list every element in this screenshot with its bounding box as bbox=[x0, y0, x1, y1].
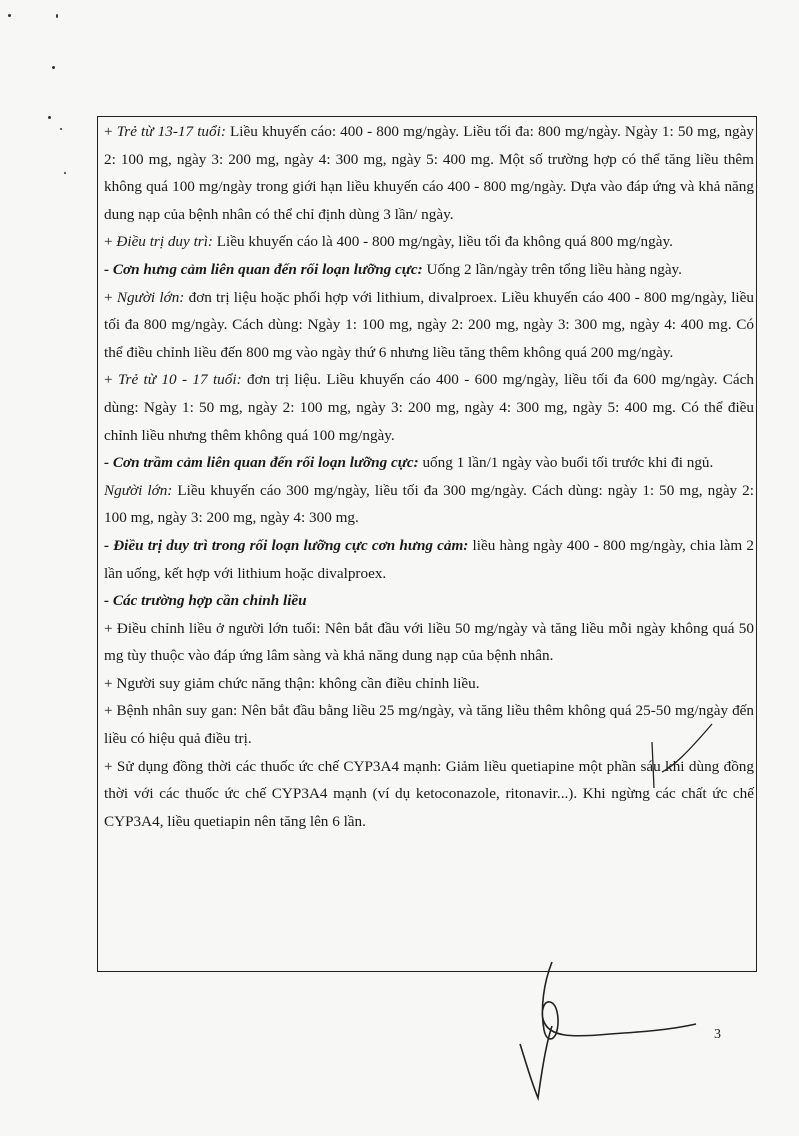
paragraph-cyp3a4: + Sử dụng đồng thời các thuốc ức chế CYP3A4 mạnh: Giảm liều quetiapine một phần sáu khi dùng đồng thời với các thuốc ức chế CYP3A4 mạnh (ví dụ ketoconazole, ritonavir...). Khi ngừng các chất ức chế CYP3A4, liều quetiapin nên tăng lên 6 lần. bbox=[104, 757, 754, 830]
paragraph-maintenance: + Điều trị duy trì: Liều khuyến cáo là 400 - 800 mg/ngày, liều tối đa không quá 800 mg/ngày. bbox=[104, 233, 673, 251]
paragraph-mania-heading: - Cơn hưng cảm liên quan đến rối loạn lưỡng cực: Uống 2 lần/ngày trên tổng liều hàng ngày. bbox=[104, 260, 682, 278]
paragraph-dose-adjustment-heading: - Các trường hợp cần chỉnh liều bbox=[104, 592, 307, 610]
paragraph-elderly: + Điều chỉnh liều ở người lớn tuổi: Nên bắt đầu với liều 50 mg/ngày và tăng liều mỗi ngày không quá 50 mg tùy thuộc vào đáp ứng lâm sàng và khả năng dung nạp của bệnh nhân. bbox=[104, 619, 754, 665]
paragraph-hepatic: + Bệnh nhân suy gan: Nên bắt đầu bằng liều 25 mg/ngày, và tăng liều thêm không quá 25-50 mg/ngày đến liều có hiệu quả điều trị. bbox=[104, 702, 754, 748]
scan-speck bbox=[48, 116, 51, 119]
paragraph-renal: + Người suy giảm chức năng thận: không cần điều chỉnh liều. bbox=[104, 674, 480, 692]
scan-speck bbox=[8, 14, 11, 17]
scan-speck bbox=[64, 172, 66, 174]
page-number: 3 bbox=[714, 1027, 721, 1042]
paragraph-mania-adults: + Người lớn: đơn trị liệu hoặc phối hợp với lithium, divalproex. Liều khuyến cáo 400 - 800 mg/ngày, liều tối đa 800 mg/ngày. Cách dùng: Ngày 1: 100 mg, ngày 2: 200 mg, ngày 3: 300 mg, ngày 4: 400 mg. Có thể điều chỉnh liều đến 800 mg vào ngày thứ 6 nhưng liều tăng thêm không quá 200 mg/ngày. bbox=[104, 288, 754, 361]
signature bbox=[500, 960, 710, 1110]
scan-speck bbox=[52, 66, 55, 69]
scan-speck bbox=[56, 14, 58, 18]
paragraph-depression-heading: - Cơn trầm cảm liên quan đến rối loạn lưỡng cực: uống 1 lần/1 ngày vào buổi tối trước khi đi ngủ. bbox=[104, 454, 714, 472]
paragraph-children-13-17: + Trẻ từ 13-17 tuổi: Liều khuyến cáo: 400 - 800 mg/ngày. Liều tối đa: 800 mg/ngày. Ngày 1: 50 mg, ngày 2: 100 mg, ngày 3: 200 mg, ngày 4: 300 mg, ngày 5: 400 mg. Một số trường hợp có thể tăng liều thêm không quá 100 mg/ngày trong giới hạn liều khuyến cáo 400 - 800 mg/ngày. Dựa vào đáp ứng và khả năng dung nạp của bệnh nhân có thể chỉ định dùng 3 lần/ ngày. bbox=[104, 123, 754, 223]
handwritten-mark bbox=[640, 722, 720, 792]
paragraph-mania-children: + Trẻ từ 10 - 17 tuổi: đơn trị liệu. Liều khuyến cáo 400 - 600 mg/ngày, liều tối đa 600 mg/ngày. Cách dùng: Ngày 1: 50 mg, ngày 2: 100 mg, ngày 3: 200 mg, ngày 4: 300 mg, ngày 5: 400 mg. Có thể điều chỉnh liều nhưng thêm không quá 100 mg/ngày. bbox=[104, 371, 754, 444]
paragraph-maintenance-bipolar: - Điều trị duy trì trong rối loạn lưỡng cực cơn hưng cảm: liều hàng ngày 400 - 800 mg/ngày, chia làm 2 lần uống, kết hợp với lithium hoặc divalproex. bbox=[104, 536, 754, 582]
scan-speck bbox=[60, 128, 62, 130]
paragraph-depression-adults: Người lớn: Liều khuyến cáo 300 mg/ngày, liều tối đa 300 mg/ngày. Cách dùng: ngày 1: 50 mg, ngày 2: 100 mg, ngày 3: 200 mg, ngày 4: 300 mg. bbox=[104, 481, 754, 527]
